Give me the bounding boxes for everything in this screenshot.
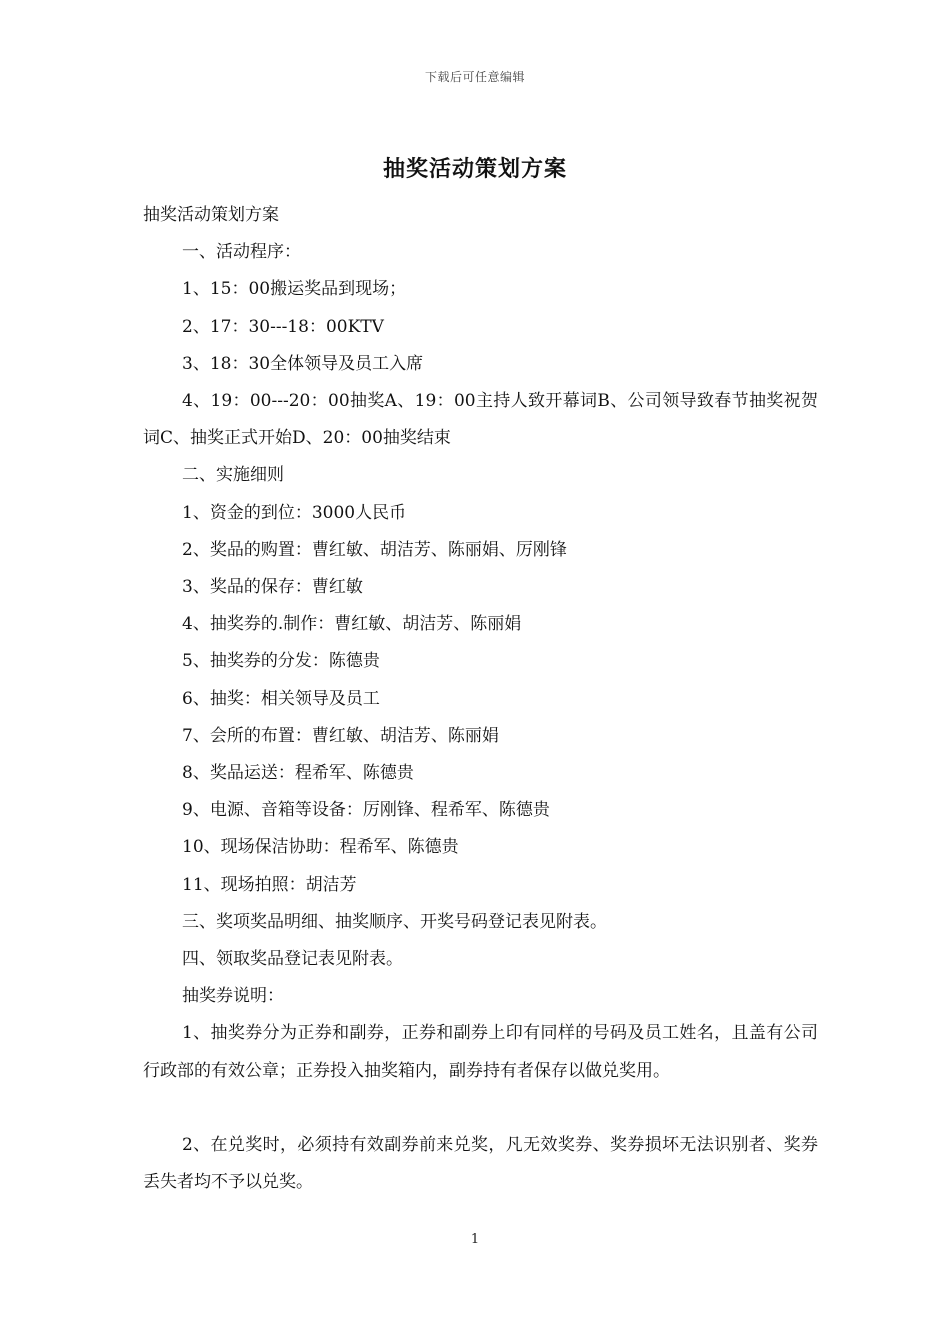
header-note: 下载后可任意编辑 bbox=[424, 70, 525, 84]
list-item: 3、奖品的保存：曹红敏 bbox=[182, 577, 363, 598]
list-item: 4、抽奖券的.制作：曹红敏、胡洁芳、陈丽娟 bbox=[182, 614, 522, 635]
paragraph-spacer bbox=[143, 1090, 818, 1127]
list-item: 8、奖品运送：程希军、陈德贵 bbox=[182, 763, 414, 784]
ticket-notes-heading: 抽奖券说明： bbox=[182, 986, 284, 1007]
list-item: 2、17：30---18：00KTV bbox=[182, 316, 384, 337]
list-item: 1、资金的到位：3000人民币 bbox=[182, 502, 407, 523]
list-item: 11、现场拍照：胡洁芳 bbox=[182, 874, 357, 895]
list-item: 5、抽奖券的分发：陈德贵 bbox=[182, 651, 380, 672]
paragraph-subtitle: 抽奖活动策划方案 bbox=[143, 205, 279, 225]
ticket-note-2: 2、在兑奖时，必须持有效副券前来兑奖，凡无效奖券、奖券损坏无法识别者、奖券丢失者均不予以兑奖。 bbox=[143, 1134, 818, 1193]
section-heading-2: 二、实施细则 bbox=[182, 465, 284, 486]
section-heading-3: 三、奖项奖品明细、抽奖顺序、开奖号码登记表见附表。 bbox=[182, 911, 607, 932]
list-item: 3、18：30全体领导及员工入席 bbox=[182, 353, 424, 374]
list-item: 6、抽奖：相关领导及员工 bbox=[182, 688, 380, 709]
section-heading-1: 一、活动程序： bbox=[182, 242, 301, 263]
list-item: 9、电源、音箱等设备：厉刚锋、程希军、陈德贵 bbox=[182, 800, 550, 821]
list-item: 10、现场保洁协助：程希军、陈德贵 bbox=[182, 837, 459, 858]
section-heading-4: 四、领取奖品登记表见附表。 bbox=[182, 949, 403, 970]
document-body bbox=[143, 197, 818, 1201]
page-number: 1 bbox=[470, 1232, 480, 1247]
list-item: 1、15：00搬运奖品到现场； bbox=[182, 279, 407, 300]
list-item: 7、会所的布置：曹红敏、胡洁芳、陈丽娟 bbox=[182, 725, 499, 746]
list-item: 2、奖品的购置：曹红敏、胡洁芳、陈丽娟、厉刚锋 bbox=[182, 539, 567, 560]
document-title: 抽奖活动策划方案 bbox=[382, 156, 567, 182]
ticket-note-1: 1、抽奖券分为正券和副券，正券和副券上印有同样的号码及员工姓名，且盖有公司行政部的有效公章；正券投入抽奖箱内，副券持有者保存以做兑奖用。 bbox=[143, 1023, 818, 1081]
list-item: 4、19：00---20：00抽奖A、19：00主持人致开幕词B、公司领导致春节抽奖祝贺词C、抽奖正式开始D、20：00抽奖结束 bbox=[143, 391, 818, 449]
